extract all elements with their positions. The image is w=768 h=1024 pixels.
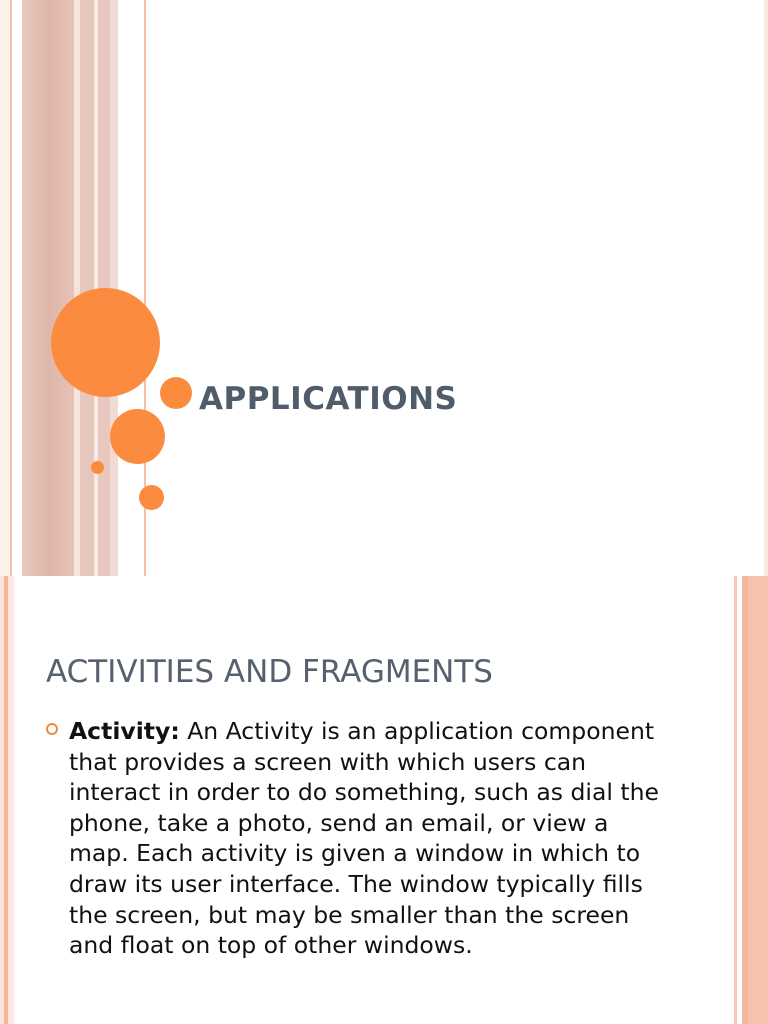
decorative-circle-small [139, 485, 164, 510]
bullet-ring-icon [46, 723, 58, 735]
decorative-stripe [764, 0, 768, 576]
decorative-stripe [80, 0, 94, 576]
decorative-stripe [22, 0, 74, 576]
content-slide [0, 576, 768, 1024]
bullet-term: Activity: [69, 717, 180, 745]
decorative-stripe [8, 576, 14, 1024]
bullet-body: An Activity is an application component that provides a screen with which users can interact in order to do something, such as dial the phone, take a photo, send an email, or view a map. Each activity is given a window in which to draw its user interface. The window typically fills the screen, but may be smaller than the screen and float on top of other windows. [69, 717, 659, 960]
slide-title: APPLICATIONS [199, 381, 458, 417]
decorative-stripe [748, 576, 768, 1024]
decorative-stripe [0, 0, 10, 576]
slide-heading: ACTIVITIES AND FRAGMENTS [46, 654, 493, 690]
decorative-circle-tiny [91, 461, 104, 474]
decorative-stripe [10, 0, 12, 576]
decorative-circle-medium [110, 409, 165, 464]
bullet-item [69, 716, 669, 961]
decorative-circle-large [51, 288, 160, 397]
decorative-circle-small [160, 377, 192, 409]
